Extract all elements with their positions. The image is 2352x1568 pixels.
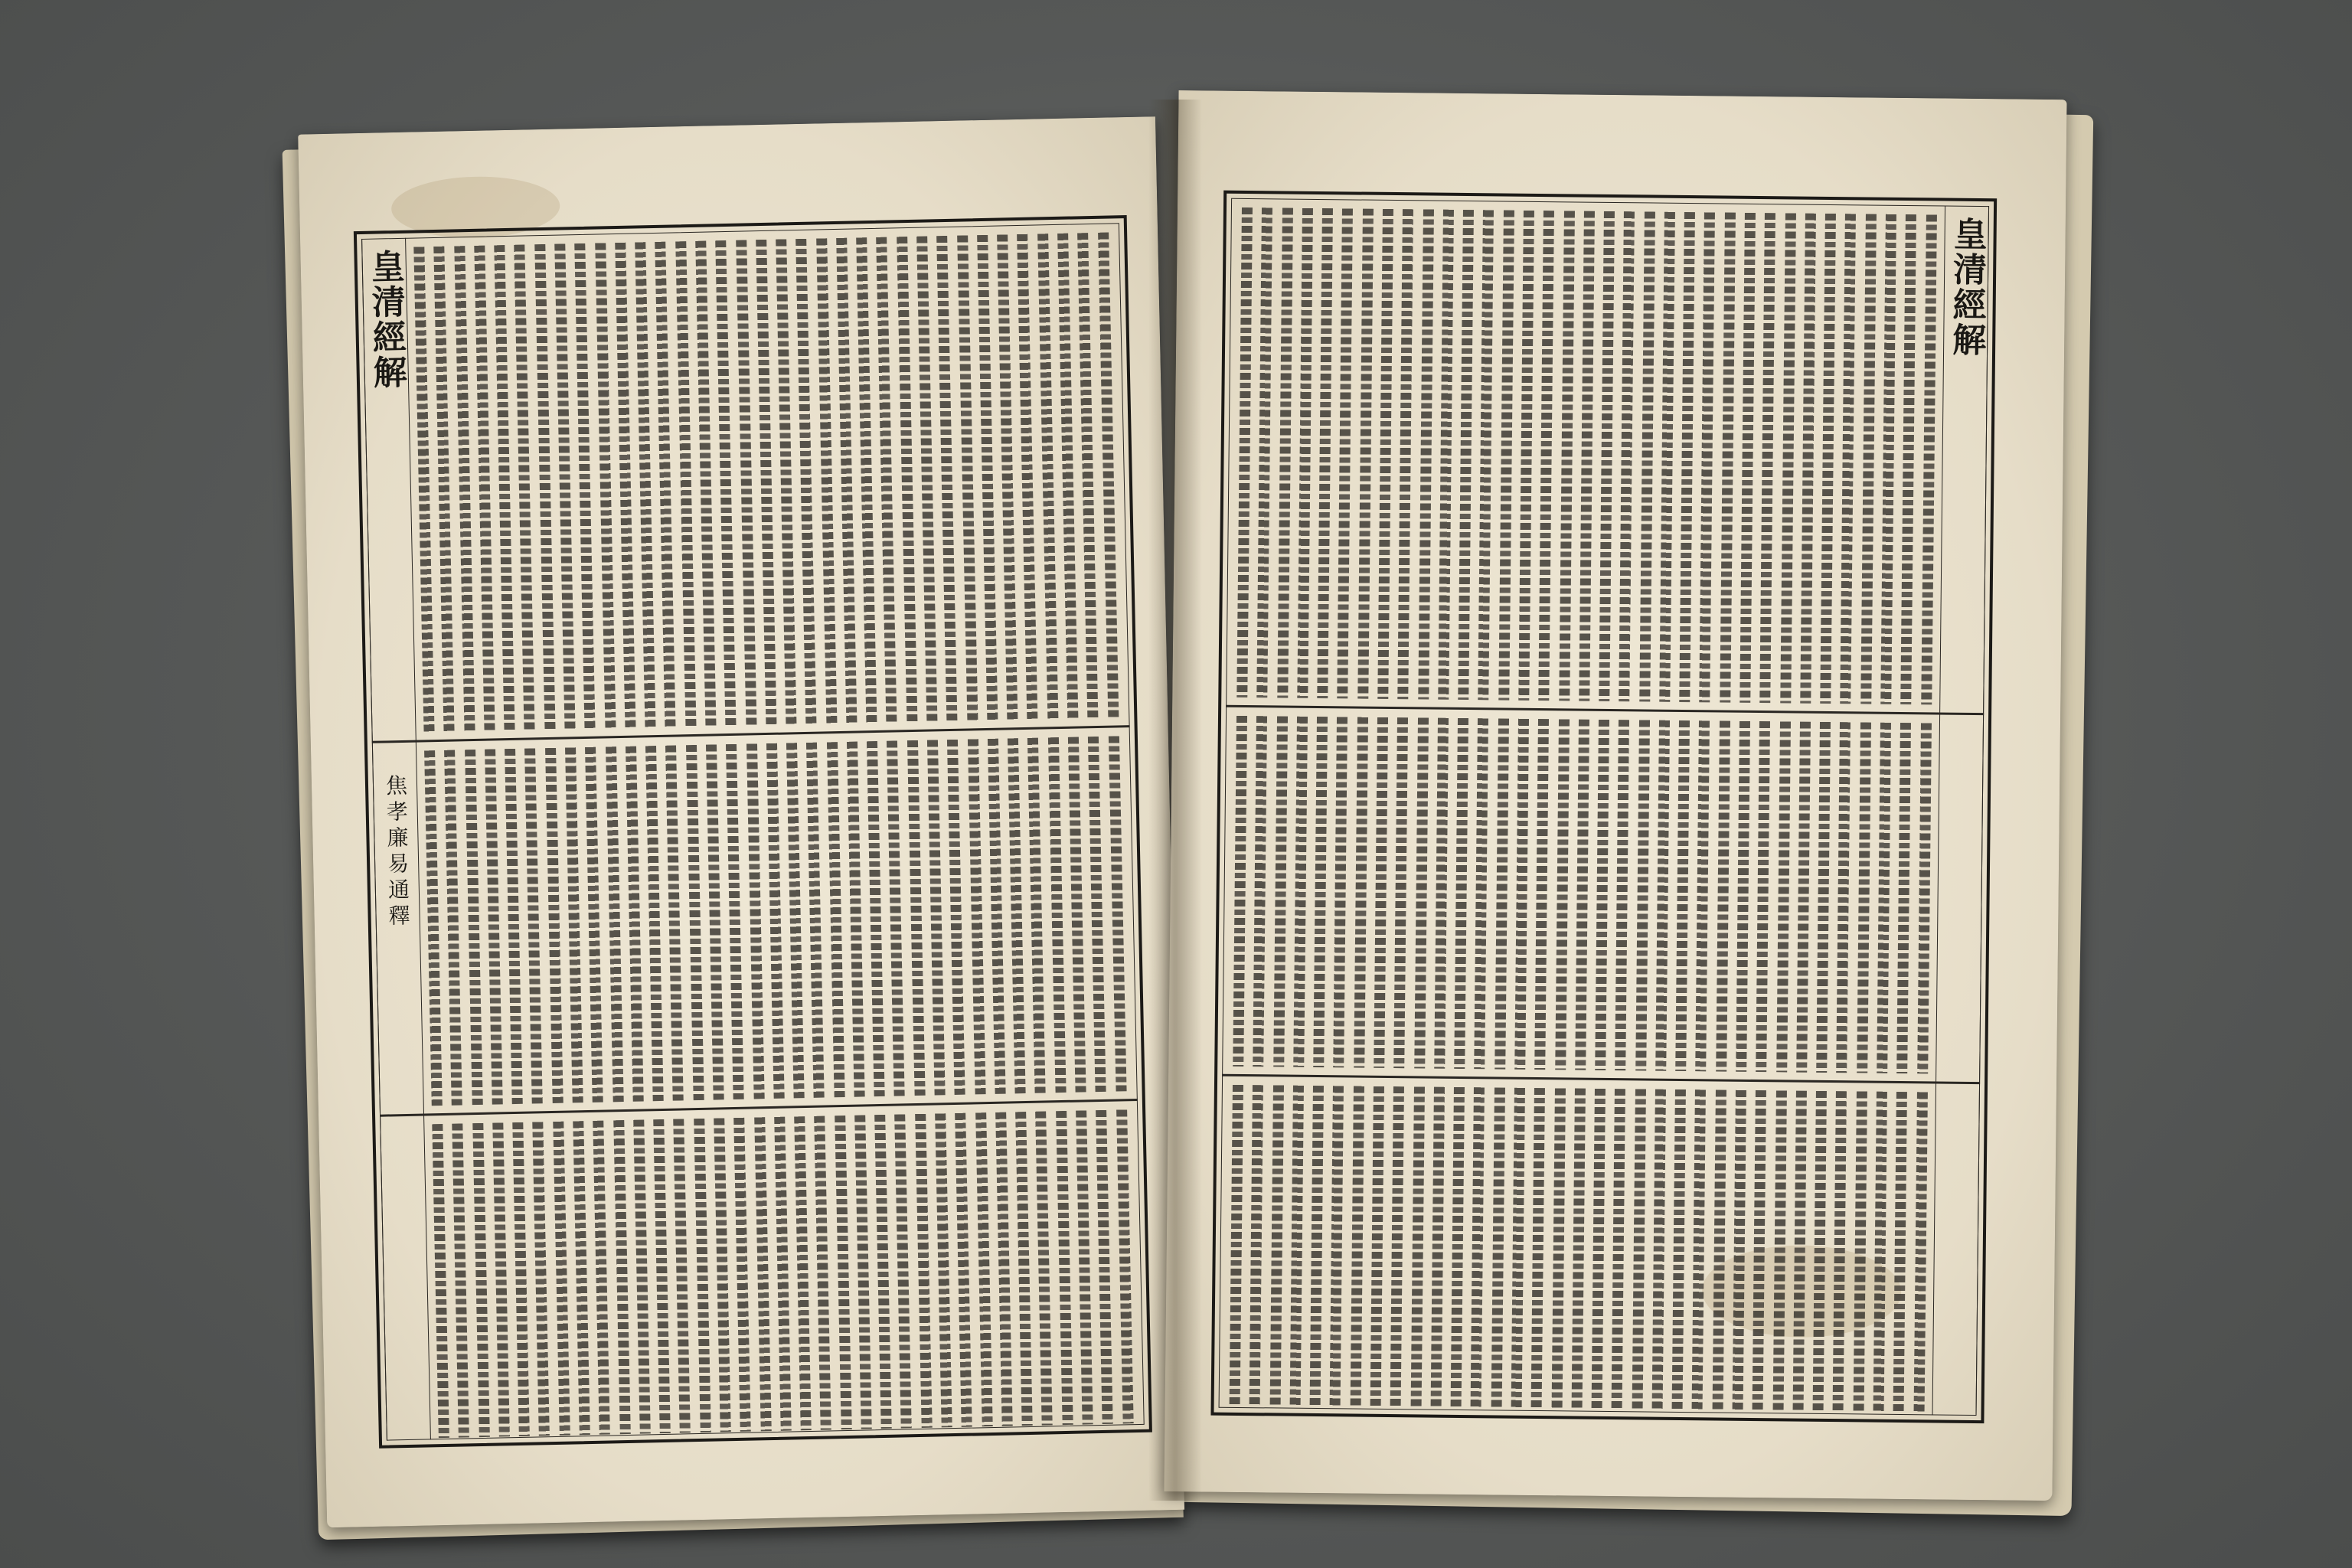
right-band-title: 皇清經解 <box>1945 216 1987 358</box>
right-page <box>1164 90 2066 1501</box>
right-register-middle-text <box>1233 716 1932 1073</box>
right-register-top-text <box>1236 207 1937 704</box>
left-register-middle-text <box>424 736 1127 1106</box>
left-band-title: 皇清經解 <box>364 248 407 390</box>
right-register-bottom-text <box>1230 1085 1928 1413</box>
left-register-top-text <box>413 233 1119 733</box>
left-text-frame <box>354 215 1152 1449</box>
left-page <box>298 116 1184 1527</box>
left-register-bottom-text <box>432 1109 1133 1438</box>
left-band-author: 焦孝廉易通釋 <box>382 773 411 931</box>
right-text-frame <box>1210 191 1997 1423</box>
